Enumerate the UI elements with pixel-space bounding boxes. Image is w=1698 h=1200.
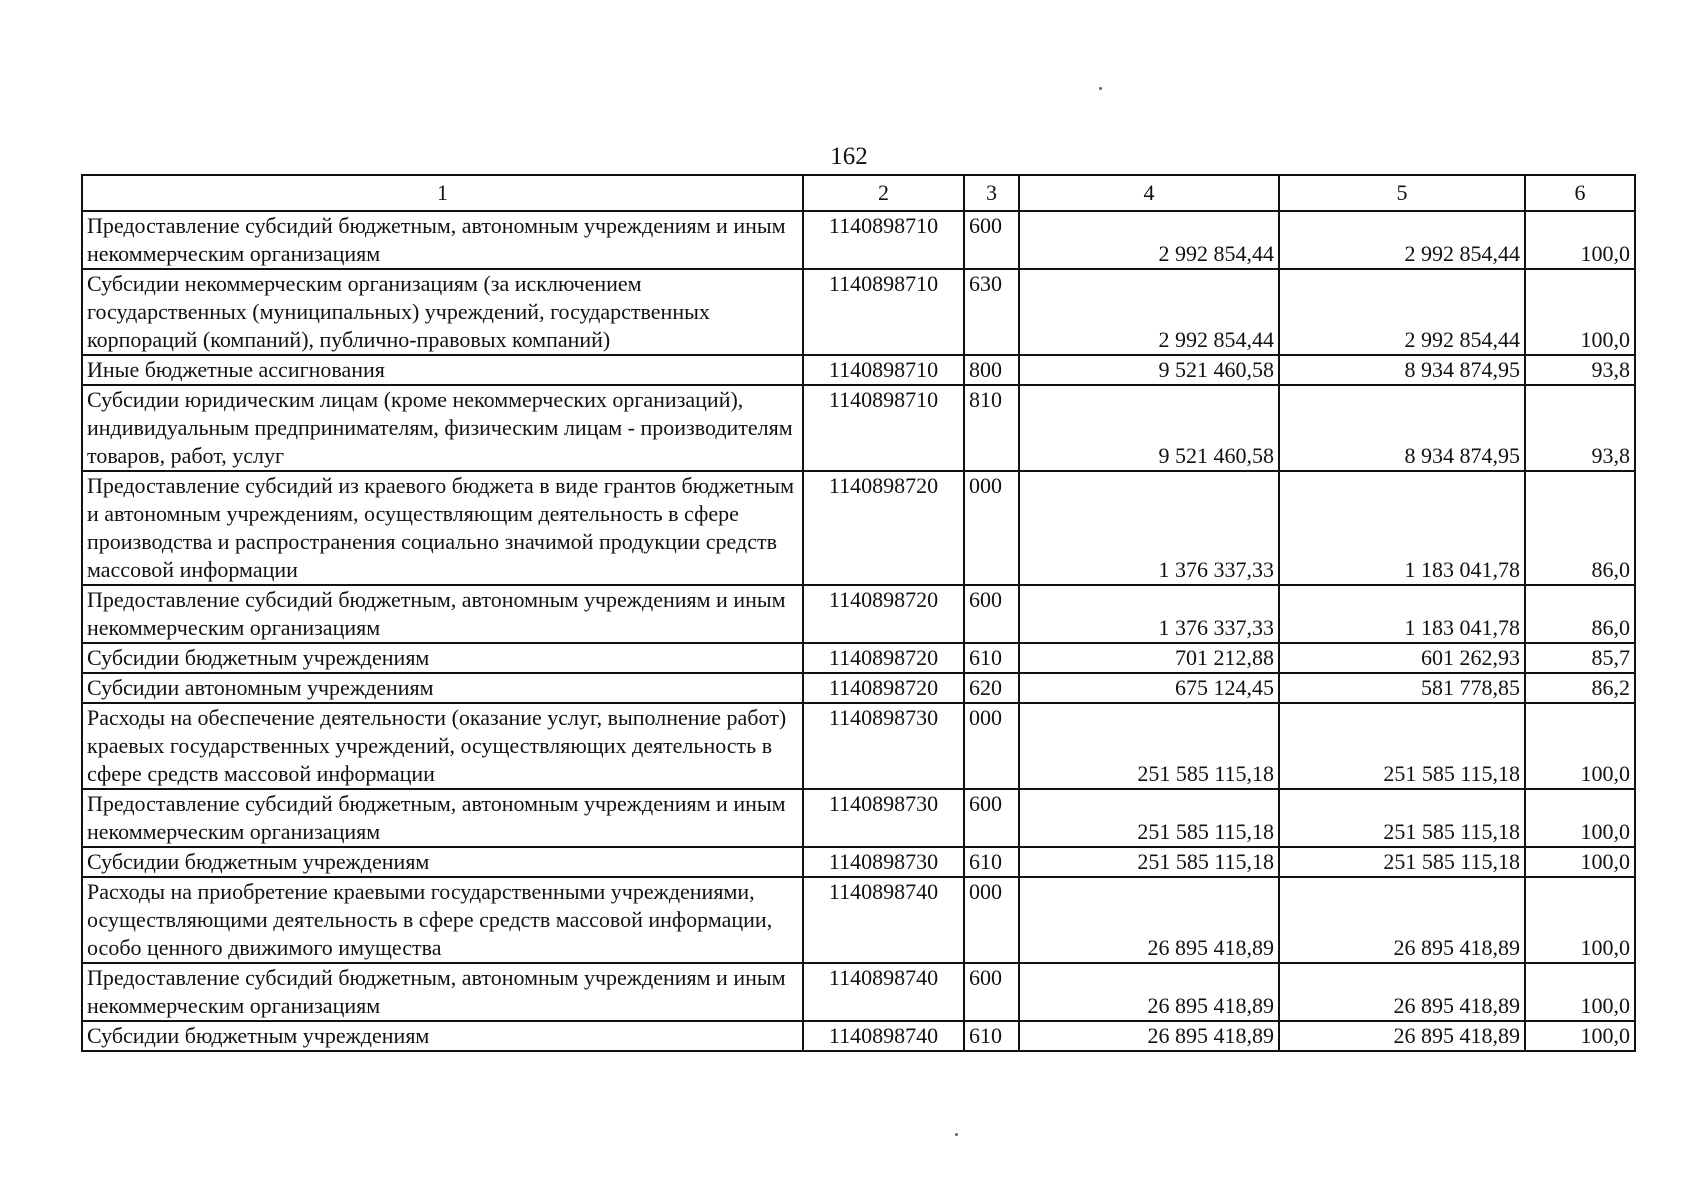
row-code: 1140898720 [803,471,964,585]
row-plan-amount: 26 895 418,89 [1019,1021,1279,1051]
row-plan-amount: 2 992 854,44 [1019,269,1279,355]
table-row [82,471,1635,585]
table-header-row [82,175,1635,211]
row-percent: 100,0 [1525,877,1635,963]
row-expense-type: 000 [964,471,1019,585]
row-name: Предоставление субсидий бюджетным, автономным учреждениям и иным некоммерческим организациям [82,585,803,643]
row-percent: 100,0 [1525,789,1635,847]
row-code: 1140898710 [803,211,964,269]
row-plan-amount: 2 992 854,44 [1019,211,1279,269]
row-actual-amount: 2 992 854,44 [1279,211,1525,269]
row-code: 1140898730 [803,847,964,877]
row-percent: 86,2 [1525,673,1635,703]
row-percent: 100,0 [1525,847,1635,877]
scan-speck [955,1133,958,1136]
row-name: Субсидии юридическим лицам (кроме некоммерческих организаций), индивидуальным предпринимателям, физическим лицам - производителям товаров, работ, услуг [82,385,803,471]
row-actual-amount: 581 778,85 [1279,673,1525,703]
table-row [82,673,1635,703]
row-actual-amount: 1 183 041,78 [1279,471,1525,585]
row-expense-type: 630 [964,269,1019,355]
column-header-2: 2 [803,175,964,211]
table-row [82,877,1635,963]
row-actual-amount: 26 895 418,89 [1279,963,1525,1021]
row-name: Субсидии бюджетным учреждениям [82,1021,803,1051]
row-percent: 93,8 [1525,385,1635,471]
row-plan-amount: 9 521 460,58 [1019,385,1279,471]
row-code: 1140898720 [803,643,964,673]
row-name: Предоставление субсидий из краевого бюджета в виде грантов бюджетным и автономным учреждениям, осуществляющим деятельность в сфере производства и распространения социально значимой продукции средств массовой информации [82,471,803,585]
budget-table [81,174,1636,1052]
row-actual-amount: 251 585 115,18 [1279,703,1525,789]
row-code: 1140898720 [803,673,964,703]
table-row [82,211,1635,269]
row-code: 1140898740 [803,963,964,1021]
column-header-4: 4 [1019,175,1279,211]
table-row [82,355,1635,385]
row-plan-amount: 675 124,45 [1019,673,1279,703]
row-plan-amount: 26 895 418,89 [1019,877,1279,963]
table-row [82,385,1635,471]
table-row [82,1021,1635,1051]
row-expense-type: 600 [964,963,1019,1021]
row-name: Расходы на приобретение краевыми государственными учреждениями, осуществляющими деятельность в сфере средств массовой информации, особо ценного движимого имущества [82,877,803,963]
row-code: 1140898740 [803,1021,964,1051]
row-plan-amount: 251 585 115,18 [1019,703,1279,789]
row-actual-amount: 2 992 854,44 [1279,269,1525,355]
row-expense-type: 000 [964,703,1019,789]
row-actual-amount: 601 262,93 [1279,643,1525,673]
row-code: 1140898730 [803,789,964,847]
table-row [82,703,1635,789]
column-header-3: 3 [964,175,1019,211]
row-expense-type: 610 [964,847,1019,877]
row-expense-type: 610 [964,1021,1019,1051]
row-plan-amount: 26 895 418,89 [1019,963,1279,1021]
row-name: Расходы на обеспечение деятельности (оказание услуг, выполнение работ) краевых государственных учреждений, осуществляющих деятельность в сфере средств массовой информации [82,703,803,789]
row-code: 1140898720 [803,585,964,643]
row-plan-amount: 251 585 115,18 [1019,789,1279,847]
row-name: Предоставление субсидий бюджетным, автономным учреждениям и иным некоммерческим организациям [82,963,803,1021]
row-percent: 93,8 [1525,355,1635,385]
row-code: 1140898730 [803,703,964,789]
row-expense-type: 600 [964,585,1019,643]
row-name: Субсидии бюджетным учреждениям [82,643,803,673]
row-expense-type: 000 [964,877,1019,963]
page-number: 162 [830,143,868,170]
row-plan-amount: 1 376 337,33 [1019,585,1279,643]
row-code: 1140898740 [803,877,964,963]
row-actual-amount: 1 183 041,78 [1279,585,1525,643]
row-percent: 100,0 [1525,269,1635,355]
row-expense-type: 810 [964,385,1019,471]
row-percent: 100,0 [1525,963,1635,1021]
row-expense-type: 620 [964,673,1019,703]
row-percent: 100,0 [1525,703,1635,789]
table-row [82,585,1635,643]
row-percent: 86,0 [1525,471,1635,585]
row-code: 1140898710 [803,385,964,471]
column-header-1: 1 [82,175,803,211]
row-name: Иные бюджетные ассигнования [82,355,803,385]
row-percent: 85,7 [1525,643,1635,673]
row-plan-amount: 9 521 460,58 [1019,355,1279,385]
row-percent: 86,0 [1525,585,1635,643]
scan-speck [1099,87,1102,90]
row-actual-amount: 8 934 874,95 [1279,385,1525,471]
row-percent: 100,0 [1525,211,1635,269]
row-plan-amount: 1 376 337,33 [1019,471,1279,585]
row-name: Предоставление субсидий бюджетным, автономным учреждениям и иным некоммерческим организациям [82,211,803,269]
table-row [82,847,1635,877]
row-code: 1140898710 [803,355,964,385]
row-name: Субсидии автономным учреждениям [82,673,803,703]
row-expense-type: 800 [964,355,1019,385]
table-row [82,789,1635,847]
row-plan-amount: 701 212,88 [1019,643,1279,673]
row-actual-amount: 26 895 418,89 [1279,877,1525,963]
column-header-6: 6 [1525,175,1635,211]
row-actual-amount: 8 934 874,95 [1279,355,1525,385]
row-actual-amount: 251 585 115,18 [1279,847,1525,877]
column-header-5: 5 [1279,175,1525,211]
row-percent: 100,0 [1525,1021,1635,1051]
row-name: Предоставление субсидий бюджетным, автономным учреждениям и иным некоммерческим организациям [82,789,803,847]
row-actual-amount: 26 895 418,89 [1279,1021,1525,1051]
row-code: 1140898710 [803,269,964,355]
row-expense-type: 610 [964,643,1019,673]
row-expense-type: 600 [964,211,1019,269]
table-row [82,963,1635,1021]
table-row [82,643,1635,673]
row-name: Субсидии бюджетным учреждениям [82,847,803,877]
row-name: Субсидии некоммерческим организациям (за исключением государственных (муниципальных) учреждений, государственных корпораций (компаний), публично-правовых компаний) [82,269,803,355]
table-row [82,269,1635,355]
row-expense-type: 600 [964,789,1019,847]
row-plan-amount: 251 585 115,18 [1019,847,1279,877]
row-actual-amount: 251 585 115,18 [1279,789,1525,847]
